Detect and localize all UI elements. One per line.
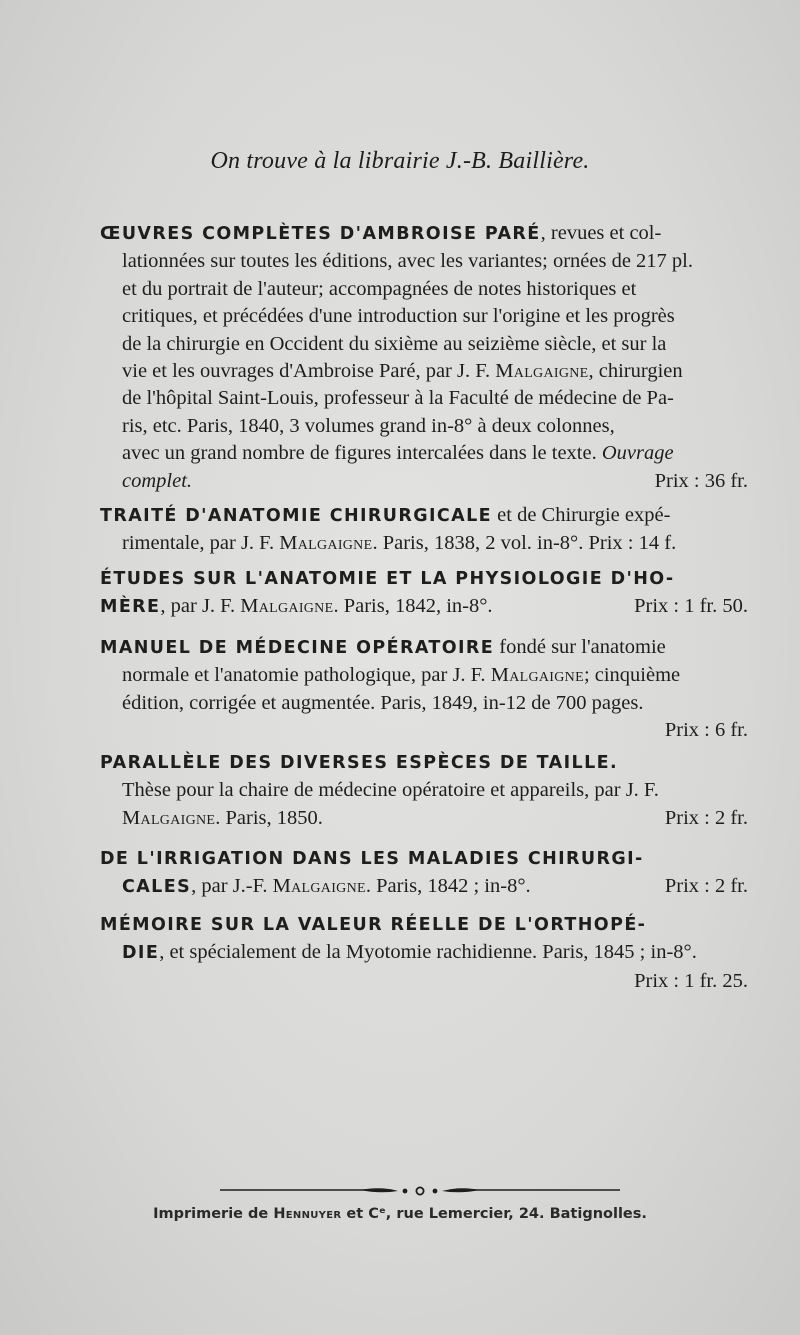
entry-text: . Paris, 1842, in-8°.	[333, 595, 493, 618]
entry-text: Thèse pour la chaire de médecine opératoire et appareils, par J. F.	[122, 779, 659, 802]
ornamental-rule	[220, 1185, 620, 1199]
entry-text: rimentale, par J. F.	[122, 532, 275, 555]
entry-title: ÉTUDES SUR L'ANATOMIE ET LA PHYSIOLOGIE D'HO-	[100, 569, 675, 589]
author-name: Malgaigne	[122, 806, 216, 829]
entry-text: ris, etc. Paris, 1840, 3 volumes grand in-8° à deux colonnes,	[122, 414, 615, 437]
author-name: Malgaigne	[272, 875, 366, 898]
author-name: Malgaigne	[490, 664, 584, 687]
entry-text: critiques, et précédées d'une introduction sur l'origine et les progrès	[122, 305, 675, 328]
imprint-text: et Cᵉ, rue Lemercier, 24. Batignolles.	[346, 1206, 647, 1222]
entry-text: , et spécialement de la Myotomie rachidienne. Paris, 1845 ; in-8°.	[159, 941, 697, 964]
entry-title: MANUEL DE MÉDECINE OPÉRATOIRE	[100, 638, 495, 658]
entry-title: PARALLÈLE DES DIVERSES ESPÈCES DE TAILLE.	[100, 753, 619, 773]
entry-price: Prix : 6 fr.	[664, 719, 748, 742]
catalog-entry-traite	[100, 502, 748, 558]
entry-text: , chirurgien	[588, 360, 683, 383]
entry-text: et du portrait de l'auteur; accompagnées de notes historiques et	[122, 277, 637, 300]
entry-text: avec un grand nombre de figures intercalées dans le texte.	[122, 442, 597, 465]
entry-text: lationnées sur toutes les éditions, avec les variantes; ornées de 217 pl.	[122, 250, 693, 273]
catalog-entry-pare	[100, 220, 748, 495]
entry-text: ; cinquième	[583, 664, 681, 687]
author-name: Malgaigne	[279, 532, 373, 555]
entry-text-italic: Ouvrage	[601, 442, 674, 465]
catalog-entry-memoire	[100, 912, 748, 995]
entry-text: . Paris, 1850.	[215, 806, 323, 829]
entry-text: fondé sur l'anatomie	[494, 636, 666, 658]
entry-text: de l'hôpital Saint-Louis, professeur à la Faculté de médecine de Pa-	[122, 387, 674, 410]
entry-price: Prix : 2 fr.	[664, 875, 748, 898]
entry-text: . Paris, 1842 ; in-8°.	[365, 875, 531, 898]
entry-price: Prix : 1 fr. 25.	[634, 969, 748, 992]
entry-text: , par J. F.	[160, 595, 236, 618]
entry-title: TRAITÉ D'ANATOMIE CHIRURGICALE	[100, 506, 493, 526]
entry-text: , revues et col-	[540, 222, 662, 244]
entry-title: MÈRE	[100, 597, 161, 618]
entry-price: Prix : 2 fr.	[664, 806, 748, 829]
entry-text: de la chirurgie en Occident du sixième au seizième siècle, et sur la	[122, 332, 667, 355]
entry-title: CALES	[122, 877, 192, 898]
entry-text: , par J.-F.	[191, 875, 268, 898]
catalog-entry-manuel	[100, 634, 748, 745]
catalog-entry-irrigation	[100, 846, 748, 902]
catalog-entry-parallele	[100, 750, 748, 832]
printer-name: Hennuyer	[273, 1206, 342, 1222]
author-name: Malgaigne	[495, 360, 589, 383]
entry-title: DIE	[122, 943, 160, 964]
entry-title: MÉMOIRE SUR LA VALEUR RÉELLE DE L'ORTHOPÉ-	[100, 915, 647, 935]
author-name: Malgaigne	[240, 595, 334, 618]
entry-text: vie et les ouvrages d'Ambroise Paré, par J. F.	[122, 360, 491, 383]
entry-text-italic: complet.	[122, 469, 193, 492]
imprint-text: Imprimerie de	[153, 1206, 269, 1222]
entry-text: et de Chirurgie expé-	[492, 504, 671, 526]
entry-text: normale et l'anatomie pathologique, par J. F.	[122, 664, 486, 687]
entry-title: ŒUVRES COMPLÈTES D'AMBROISE PARÉ	[100, 224, 541, 244]
entry-price: Prix : 36 fr.	[654, 469, 748, 492]
page-header: On trouve à la librairie J.-B. Baillière.	[210, 148, 590, 174]
entry-title: DE L'IRRIGATION DANS LES MALADIES CHIRURGI-	[100, 849, 644, 869]
catalog-entry-etudes	[100, 566, 748, 622]
entry-text: édition, corrigée et augmentée. Paris, 1849, in-12 de 700 pages.	[122, 691, 644, 714]
entry-price: Prix : 1 fr. 50.	[634, 595, 748, 618]
printer-imprint	[0, 1206, 800, 1222]
entry-text: . Paris, 1838, 2 vol. in-8°. Prix : 14 f.	[372, 532, 677, 555]
